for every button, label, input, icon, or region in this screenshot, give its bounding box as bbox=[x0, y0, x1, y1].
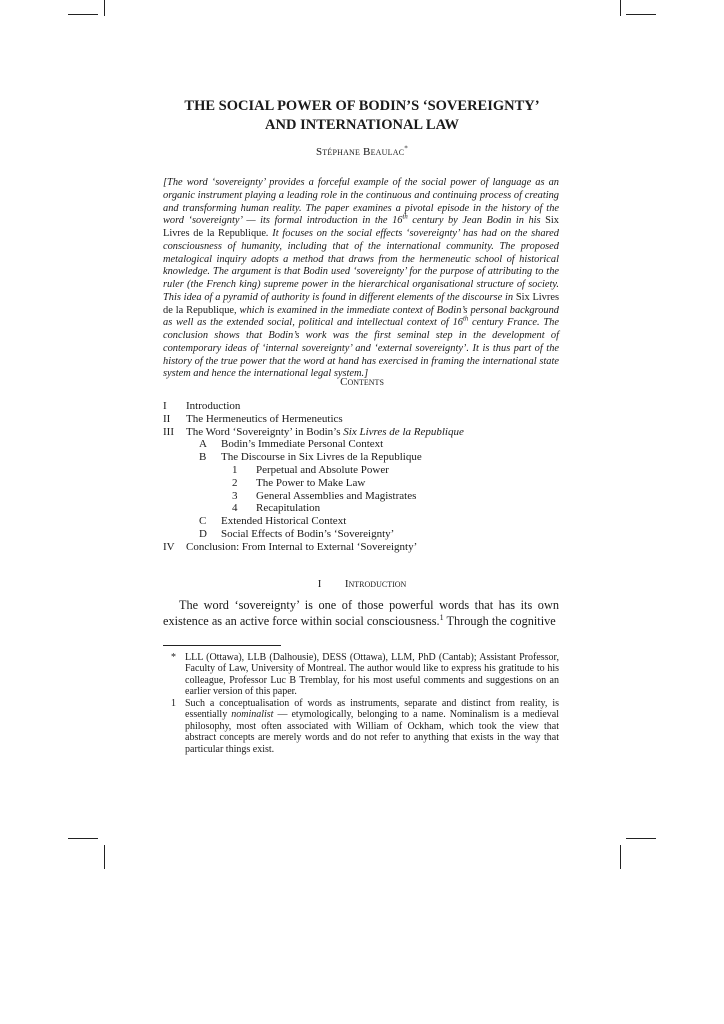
toc-label-text: Social Effects of Bodin’s ‘Sovereignty’ bbox=[221, 527, 395, 540]
toc-entry[interactable] bbox=[163, 426, 563, 439]
body-sentence: Through the cognitive bbox=[443, 613, 556, 628]
contents-heading: Contents bbox=[340, 376, 384, 388]
toc-entry[interactable] bbox=[163, 541, 563, 554]
footnote-text: LLL (Ottawa), LLB (Dalhousie), DESS (Ottawa), LLM, PhD (Cantab); Assistant Professor, Faculty of Law, University of Montreal. The author would like to express his gratitude to his colleague, Professor Luc B Tremblay, for his most useful comments and suggestions on an earlier version of this paper. bbox=[185, 652, 559, 698]
section-title: Introduction bbox=[344, 578, 407, 590]
toc-entry[interactable] bbox=[163, 400, 563, 413]
crop-mark bbox=[620, 845, 621, 869]
crop-mark bbox=[68, 14, 98, 15]
abstract-text: century France. The conclusion shows that Bodin’s work was the first seminal step in the development of contemporary ideas of ‘internal sovereignty’ and ‘external sovereignty’. It is thus part of the history of the true power that the word at hand has exercised in framing the international state system and hence the international legal system.] bbox=[163, 317, 559, 380]
book-title: Six Livres de la Republique bbox=[163, 215, 559, 239]
section-heading bbox=[0, 578, 724, 590]
toc-label-text: The Hermeneutics of Hermeneutics bbox=[186, 412, 343, 425]
toc-entry[interactable] bbox=[163, 464, 563, 477]
abstract-text: [The word ‘sovereignty’ provides a forceful example of the social power of language as an organic instrument playing a leading role in the continuous and continuing process of creating and transforming human reality. The paper examines a pivotal episode in the history of the word ‘sovereignty’ — its formal introduction in the 16 bbox=[163, 177, 559, 227]
abstract-text: . It focuses on the social effects ‘sovereignty’ has had on the shared consciousness of humanity, including that of the international community. The proposed metalogical inquiry adopts a method that draws from the hermeneutic school of historical knowledge. The argument is that Bodin used ‘sovereignty’ for the purpose of attributing to the ruler (the French king) supreme power in the hierarchical organisational structure of society. This idea of a pyramid of authority is found in different elements of the discourse in bbox=[163, 228, 559, 303]
body-sentence: The word ‘sovereignty’ is one of those powerful words that has its own existence as an active force within social consciousness. bbox=[163, 598, 559, 628]
ordinal-suffix: th bbox=[463, 315, 469, 323]
toc-label-italic: Six Livres de la Republique bbox=[343, 425, 464, 438]
toc-label bbox=[221, 528, 394, 541]
footnote-text bbox=[185, 698, 559, 755]
toc-label-text: Conclusion: From Internal to External ‘Sovereignty’ bbox=[186, 540, 418, 553]
footnote-1 bbox=[163, 698, 559, 755]
footnote-rule bbox=[163, 645, 281, 646]
toc-label bbox=[221, 451, 422, 464]
toc-number: C bbox=[199, 515, 207, 528]
footnote-mark: 1 bbox=[171, 698, 176, 709]
toc-entry[interactable] bbox=[163, 490, 563, 503]
toc-label bbox=[256, 502, 320, 515]
toc-entry[interactable] bbox=[163, 502, 563, 515]
toc-number: 2 bbox=[232, 476, 238, 489]
toc-label-text: Perpetual and Absolute Power bbox=[256, 463, 389, 476]
toc-entry[interactable] bbox=[163, 413, 563, 426]
footnote-text-part: Such a conceptualisation of words as instruments, separate and distinct from reality, is essentially bbox=[185, 698, 559, 721]
toc-label bbox=[186, 426, 464, 439]
ordinal-suffix: th bbox=[402, 213, 408, 221]
footnote-mark: * bbox=[171, 652, 176, 663]
footnote-ref[interactable]: 1 bbox=[439, 612, 444, 622]
toc-number: B bbox=[199, 451, 207, 464]
toc-entry[interactable] bbox=[163, 528, 563, 541]
author-footnote-mark: * bbox=[404, 144, 409, 153]
table-of-contents bbox=[163, 400, 563, 554]
title-line-2: AND INTERNATIONAL LAW bbox=[265, 117, 459, 133]
toc-label bbox=[186, 413, 343, 426]
toc-label-text: The Discourse in Six Livres de la Republique bbox=[221, 451, 422, 464]
toc-entry[interactable] bbox=[163, 438, 563, 451]
toc-number: IV bbox=[163, 540, 175, 553]
author-byline bbox=[0, 146, 724, 158]
title-line-1: THE SOCIAL POWER OF BODIN’S ‘SOVEREIGNTY’ bbox=[184, 98, 540, 114]
article-title bbox=[0, 97, 724, 135]
body-text bbox=[163, 598, 559, 629]
crop-mark bbox=[626, 838, 656, 839]
book-title: Six Livres de la Republique bbox=[163, 291, 559, 316]
toc-label bbox=[256, 477, 365, 490]
crop-mark bbox=[626, 14, 656, 15]
abstract-text: , which is examined in the immediate context of Bodin’s personal background as well as the extended social, political and intellectual context of 16 bbox=[163, 304, 559, 329]
toc-number: III bbox=[163, 425, 174, 438]
crop-mark bbox=[68, 838, 98, 839]
toc-label-text: General Assemblies and Magistrates bbox=[256, 489, 417, 502]
toc-entry[interactable] bbox=[163, 451, 563, 464]
toc-number: D bbox=[199, 527, 207, 540]
toc-number: 1 bbox=[232, 463, 238, 476]
toc-label-text: The Word ‘Sovereignty’ in Bodin’s bbox=[186, 425, 344, 438]
toc-entry[interactable] bbox=[163, 477, 563, 490]
toc-label-text: The Power to Make Law bbox=[256, 476, 366, 489]
toc-number: A bbox=[199, 438, 207, 451]
footnote-star bbox=[163, 652, 559, 698]
toc-number: 4 bbox=[232, 502, 238, 515]
section-number: I bbox=[317, 578, 322, 590]
toc-number: II bbox=[163, 412, 171, 425]
toc-label bbox=[186, 541, 417, 554]
abstract-text: century by Jean Bodin in his bbox=[407, 215, 546, 227]
toc-label-text: Introduction bbox=[186, 400, 241, 412]
toc-number: I bbox=[163, 400, 167, 412]
crop-mark bbox=[620, 0, 621, 16]
toc-label bbox=[256, 490, 416, 503]
toc-label bbox=[221, 515, 346, 528]
author-name: Stéphane Beaulac bbox=[315, 146, 405, 158]
toc-label bbox=[221, 438, 383, 451]
abstract bbox=[163, 177, 559, 381]
toc-label bbox=[186, 400, 240, 413]
toc-number: 3 bbox=[232, 489, 238, 502]
toc-label-text: Bodin’s Immediate Personal Context bbox=[221, 438, 384, 451]
toc-label-text: Recapitulation bbox=[256, 502, 321, 515]
toc-label bbox=[256, 464, 389, 477]
crop-mark bbox=[104, 0, 105, 16]
toc-label-text: Extended Historical Context bbox=[221, 515, 347, 528]
footnote-text-part: — etymologically, belonging to a name. Nominalism is a medieval philosophy, most often associated with William of Ockham, which took the view that abstract concepts are merely words and do not refer to anything that exists in the way that particular things exist. bbox=[185, 709, 560, 755]
body-paragraph bbox=[163, 598, 559, 629]
toc-entry[interactable] bbox=[163, 515, 563, 528]
footnote-italic: nominalist bbox=[231, 709, 274, 721]
crop-mark bbox=[104, 845, 105, 869]
